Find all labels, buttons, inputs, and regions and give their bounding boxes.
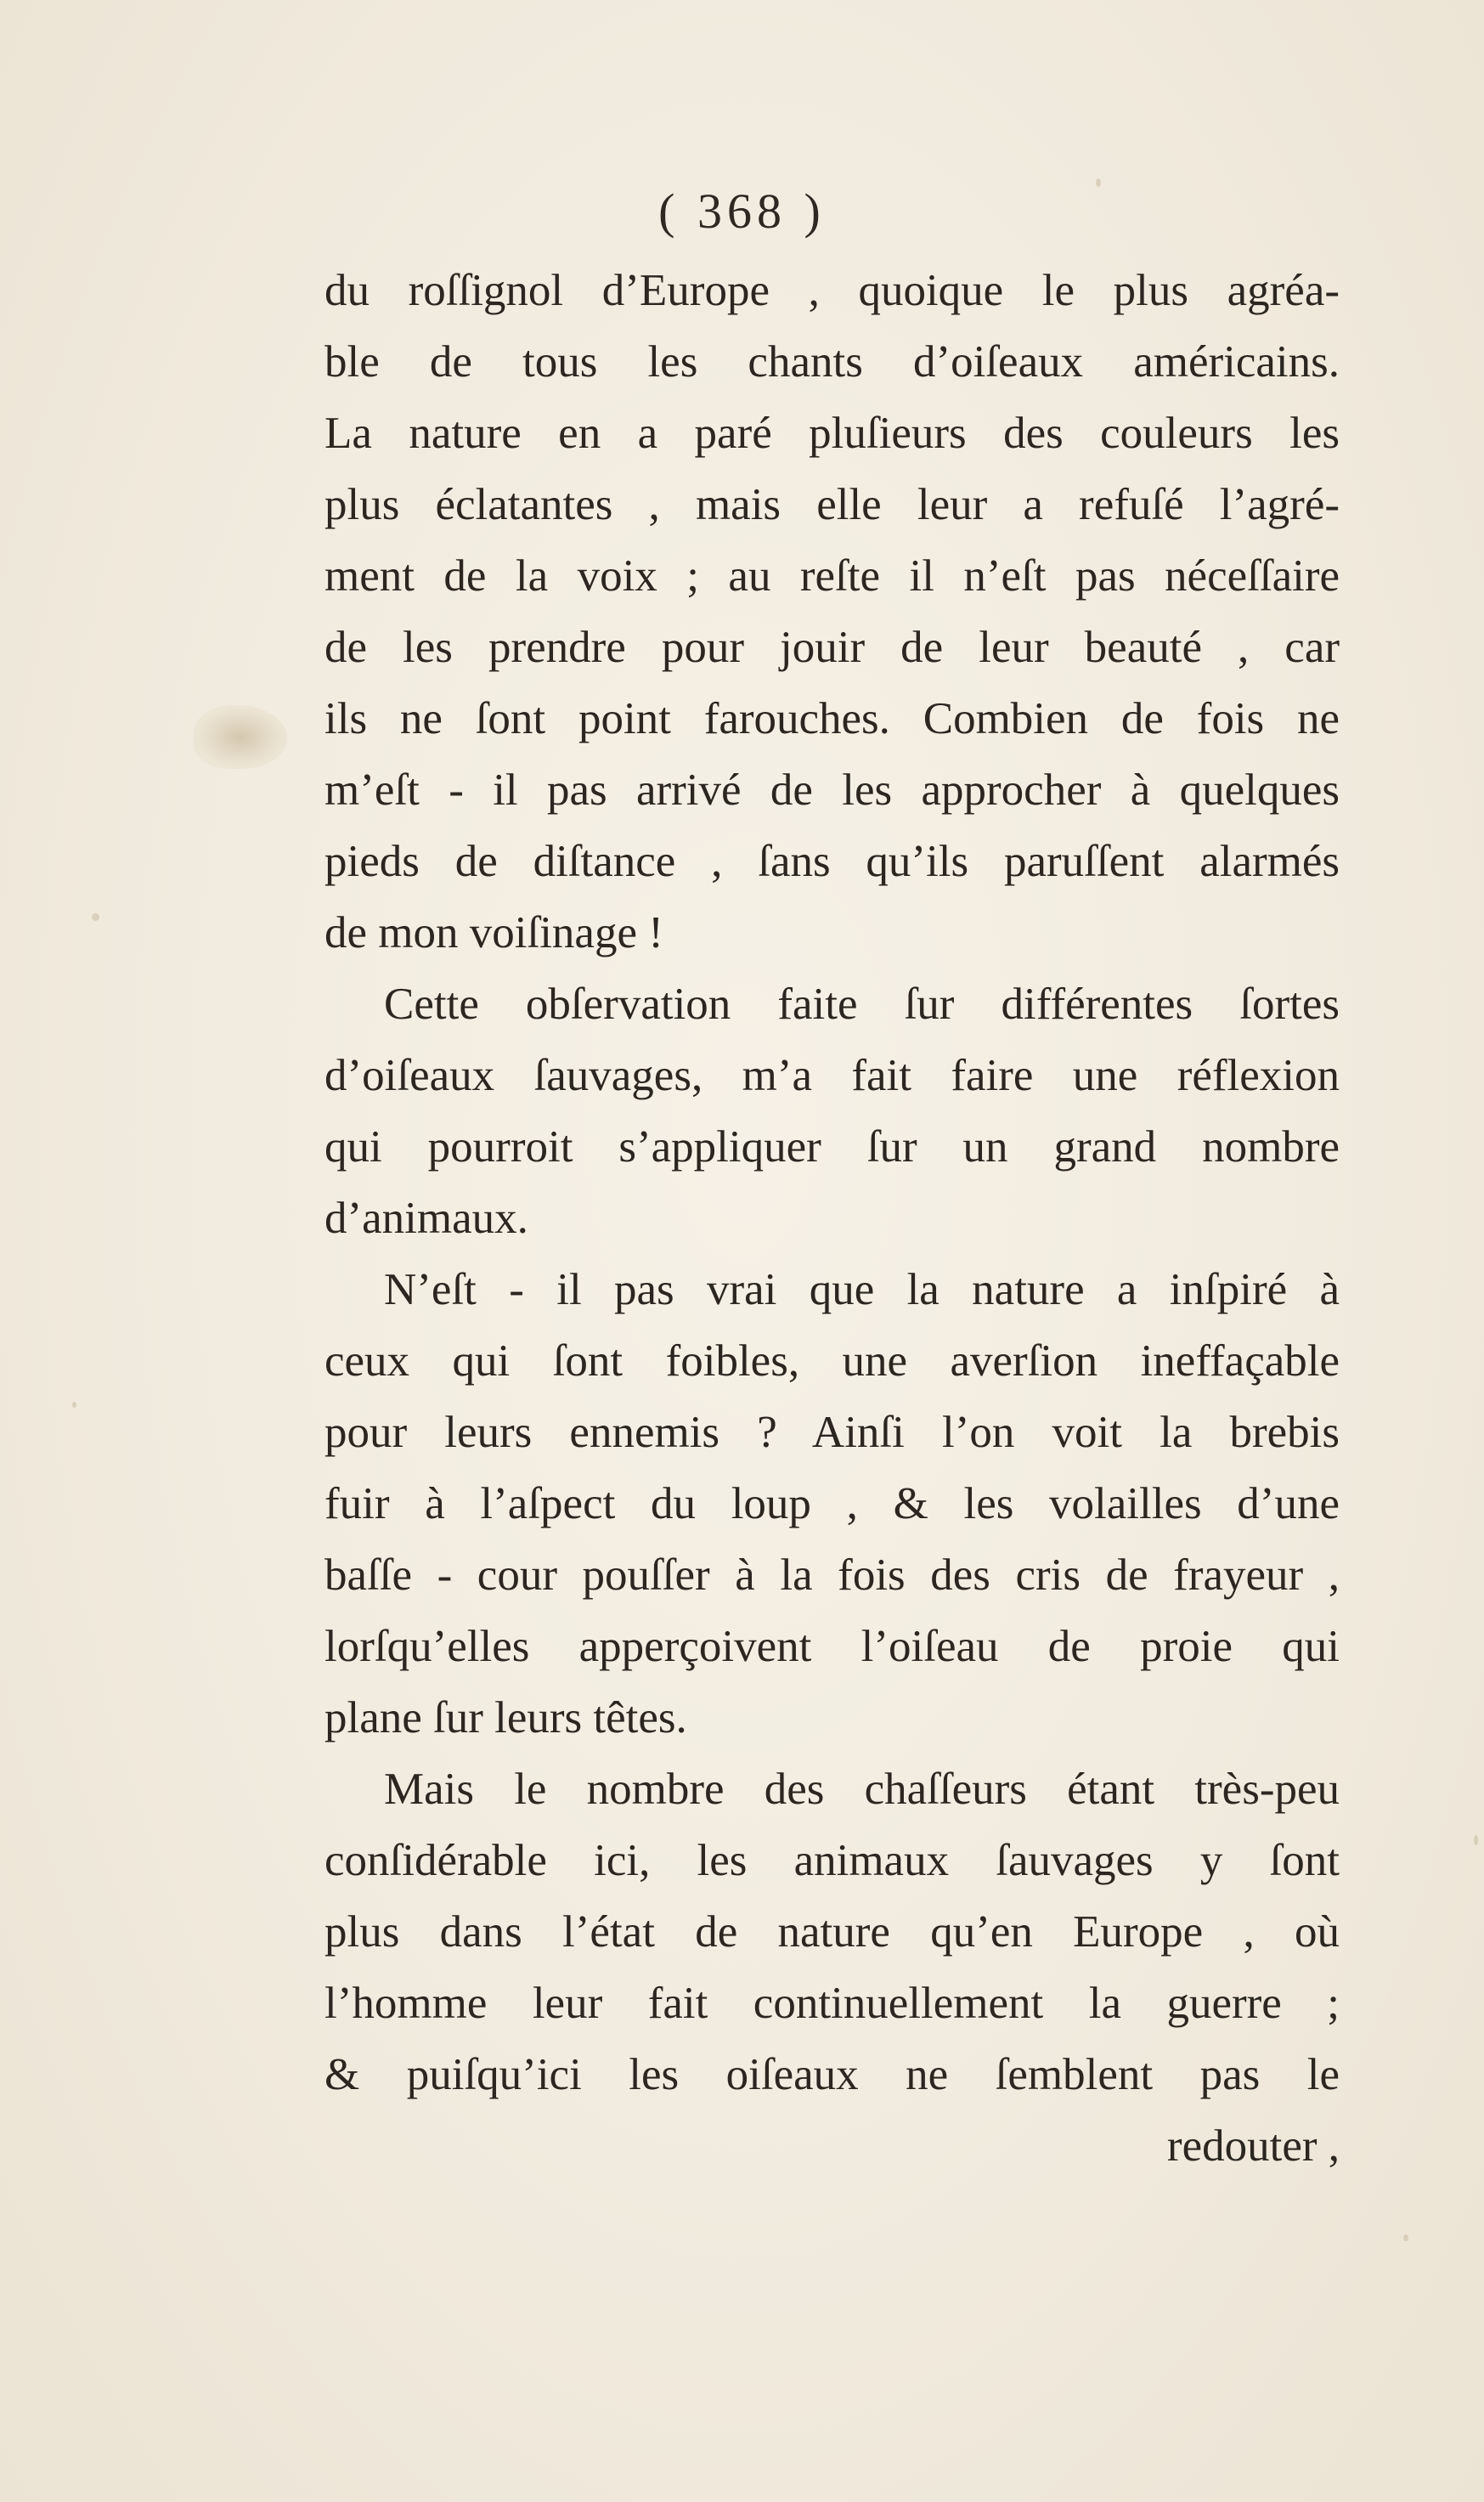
text-line: ceux qui ſont foibles, une averſion ineffaçable <box>324 1336 1340 1386</box>
text-line: l’homme leur fait continuellement la guerre ; <box>324 1979 1340 2028</box>
paper-speck <box>72 1402 76 1408</box>
text-line: plus dans l’état de nature qu’en Europe , où <box>324 1907 1340 1957</box>
text-line: pour leurs ennemis ? Ainſi l’on voit la brebis <box>324 1408 1340 1457</box>
text-line: & puiſqu’ici les oiſeaux ne ſemblent pas le <box>324 2050 1340 2099</box>
text-line: ble de tous les chants d’oiſeaux américains. <box>324 337 1340 387</box>
text-line: baſſe - cour pouſſer à la fois des cris de frayeur , <box>324 1550 1340 1600</box>
paper-speck <box>1474 1835 1478 1845</box>
text-line: N’eſt - il pas vrai que la nature a inſpiré à <box>384 1265 1340 1314</box>
paper-speck <box>1403 2234 1408 2241</box>
text-line: qui pourroit s’appliquer ſur un grand nombre <box>324 1122 1340 1172</box>
text-line: conſidérable ici, les animaux ſauvages y ſont <box>324 1836 1340 1885</box>
text-line: Cette obſervation faite ſur différentes ſortes <box>384 980 1340 1029</box>
text-line: d’animaux. <box>324 1194 528 1243</box>
text-line: fuir à l’aſpect du loup , & les volailles d’une <box>324 1479 1340 1528</box>
text-line: ils ne ſont point farouches. Combien de fois ne <box>324 694 1340 743</box>
text-line: du roſſignol d’Europe , quoique le plus agréa- <box>324 266 1340 315</box>
text-line: pieds de diſtance , ſans qu’ils paruſſent alarmés <box>324 837 1340 886</box>
text-line: lorſqu’elles apperçoivent l’oiſeau de proie qui <box>324 1622 1340 1671</box>
paper-speck <box>92 913 99 921</box>
text-line: d’oiſeaux ſauvages, m’a fait faire une réflexion <box>324 1051 1340 1100</box>
text-line: m’eſt - il pas arrivé de les approcher à quelques <box>324 765 1340 815</box>
text-line: ment de la voix ; au reſte il n’eſt pas néceſſaire <box>324 551 1340 601</box>
text-line: La nature en a paré pluſieurs des couleurs les <box>324 409 1340 458</box>
body-text <box>324 255 1340 2182</box>
text-line: Mais le nombre des chaſſeurs étant très-peu <box>384 1765 1340 1814</box>
text-line: redouter , <box>1166 2121 1340 2171</box>
text-line: plane ſur leurs têtes. <box>324 1693 687 1742</box>
text-line: de mon voiſinage ! <box>324 908 663 957</box>
text-line: plus éclatantes , mais elle leur a refuſé l’agré- <box>324 480 1340 529</box>
paper-stain <box>194 705 287 769</box>
page-number: ( 368 ) <box>658 184 826 239</box>
text-line: de les prendre pour jouir de leur beauté , car <box>324 623 1340 672</box>
